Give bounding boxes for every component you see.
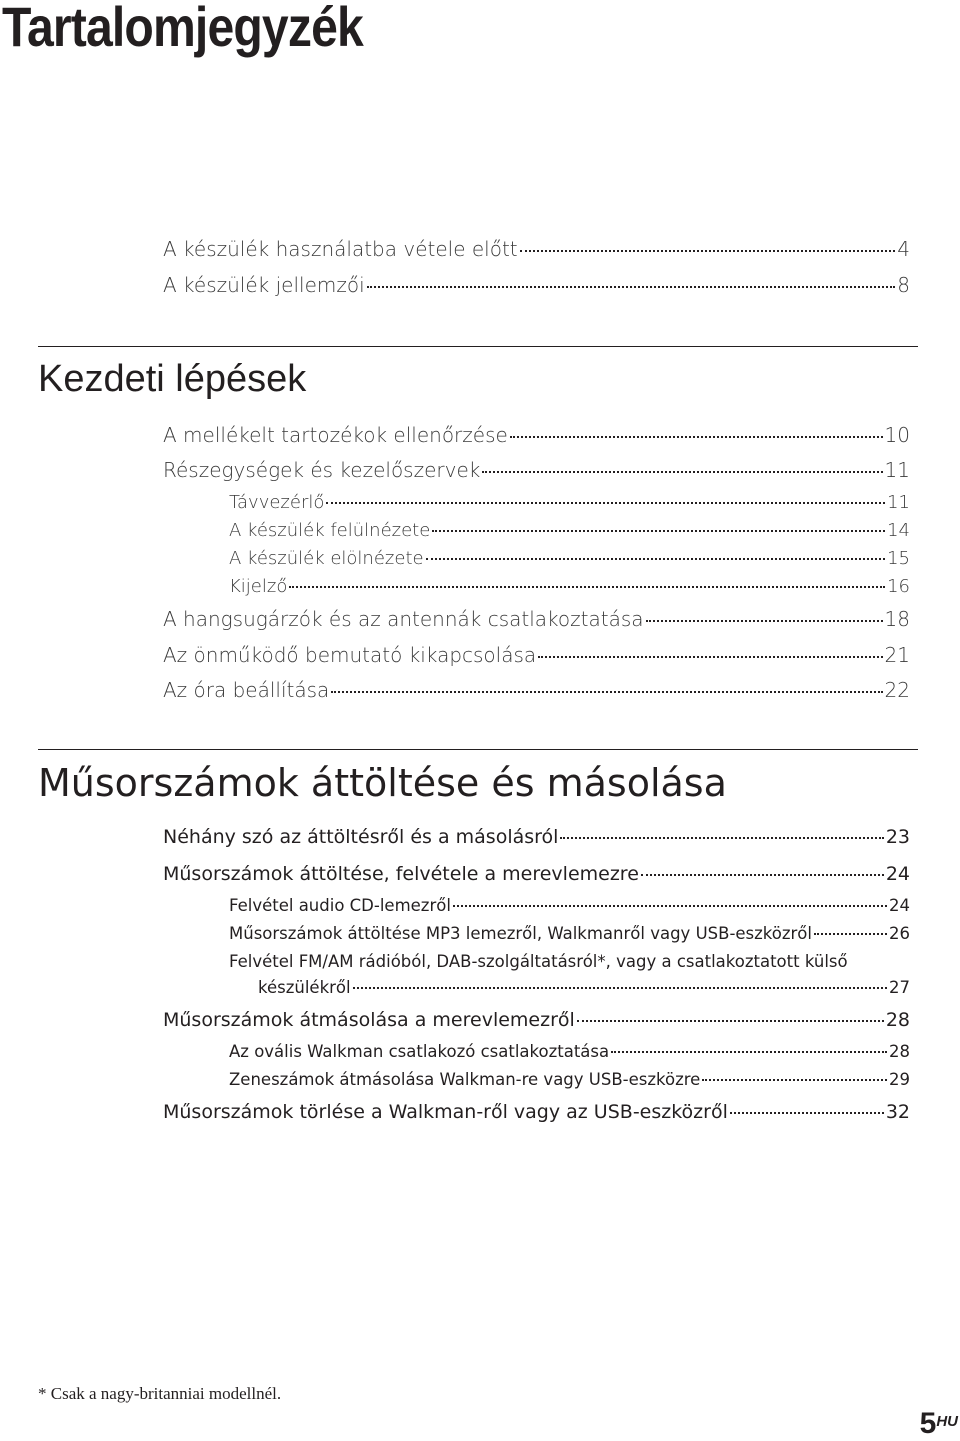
- dot-leader: [646, 620, 883, 622]
- toc-entry-label: készülékről: [258, 978, 351, 997]
- toc-entry-label: Műsorszámok áttöltése, felvétele a merevlemezre: [163, 863, 639, 885]
- toc-entry-page: 28: [885, 1009, 910, 1031]
- section-divider: [38, 346, 918, 347]
- page-language-code: HU: [936, 1413, 958, 1430]
- toc-entry-page: 4: [897, 237, 910, 261]
- dot-leader: [577, 1020, 884, 1022]
- page-title: Tartalomjegyzék: [2, 0, 363, 58]
- toc-subentry[interactable]: [229, 1042, 910, 1061]
- dot-leader: [426, 558, 886, 560]
- toc-entry-page: 29: [889, 1070, 910, 1089]
- toc-entry-page: 15: [887, 548, 910, 569]
- toc-entry-page: 24: [885, 863, 910, 885]
- toc-subentry-label-line1[interactable]: Felvétel FM/AM rádióból, DAB-szolgáltatásról*, vagy a csatlakoztatott külső: [229, 952, 848, 971]
- toc-entry[interactable]: [163, 643, 910, 667]
- toc-entry-label: Az ovális Walkman csatlakozó csatlakoztatása: [229, 1042, 610, 1061]
- dot-leader: [326, 502, 885, 504]
- toc-entry[interactable]: [163, 863, 910, 885]
- toc-entry-page: 10: [884, 423, 910, 447]
- toc-entry-label: A hangsugárzók és az antennák csatlakoztatása: [163, 607, 644, 631]
- dot-leader: [432, 530, 885, 532]
- dot-leader: [641, 874, 884, 876]
- toc-entry[interactable]: [163, 423, 910, 447]
- section-divider: [38, 749, 918, 750]
- dot-leader: [538, 656, 882, 658]
- toc-entry-label: A készülék elölnézete: [229, 548, 424, 569]
- toc-entry-page: 28: [889, 1042, 910, 1061]
- toc-subentry[interactable]: [229, 576, 910, 597]
- toc-entry-page: 27: [889, 978, 910, 997]
- section-heading: Műsorszámok áttöltése és másolása: [38, 761, 727, 805]
- dot-leader: [331, 691, 882, 693]
- dot-leader: [353, 987, 887, 989]
- dot-leader: [611, 1051, 887, 1053]
- toc-entry-page: 11: [887, 492, 910, 513]
- toc-entry-label: Zeneszámok átmásolása Walkman-re vagy USB-eszközre: [229, 1070, 701, 1089]
- toc-entry-label: Felvétel audio CD-lemezről: [229, 896, 451, 915]
- toc-subentry[interactable]: [229, 896, 910, 915]
- toc-entry-label: Részegységek és kezelőszervek: [163, 458, 481, 482]
- toc-entry-page: 26: [889, 924, 910, 943]
- toc-subentry[interactable]: [229, 1070, 910, 1089]
- dot-leader: [520, 250, 896, 252]
- toc-entry-page: 32: [885, 1101, 910, 1123]
- dot-leader: [730, 1112, 884, 1114]
- toc-entry-label: Az önműködő bemutató kikapcsolása: [163, 643, 537, 667]
- dot-leader: [289, 586, 885, 588]
- dot-leader: [814, 933, 887, 935]
- dot-leader: [510, 436, 883, 438]
- toc-subentry[interactable]: [258, 978, 910, 997]
- toc-entry-page: 14: [887, 520, 910, 541]
- toc-entry[interactable]: [163, 273, 910, 297]
- section-heading: Kezdeti lépések: [38, 358, 307, 400]
- page-number-value: 5: [919, 1407, 937, 1440]
- toc-entry[interactable]: [163, 1009, 910, 1031]
- dot-leader: [367, 286, 896, 288]
- toc-entry-page: 21: [884, 643, 910, 667]
- toc-entry-label: Műsorszámok áttöltése MP3 lemezről, Walkmanről vagy USB-eszközről: [229, 924, 812, 943]
- toc-entry-page: 11: [884, 458, 910, 482]
- toc-entry-page: 8: [897, 273, 910, 297]
- toc-entry-label: Néhány szó az áttöltésről és a másolásról: [163, 826, 559, 848]
- page-number: [920, 1407, 958, 1441]
- toc-entry-page: 22: [884, 678, 910, 702]
- footnote: * Csak a nagy-britanniai modellnél.: [38, 1384, 282, 1403]
- toc-entry[interactable]: [163, 237, 910, 261]
- toc-entry-label: Kijelző: [229, 576, 288, 597]
- toc-entry-label: Az óra beállítása: [163, 678, 330, 702]
- toc-subentry[interactable]: [229, 520, 910, 541]
- toc-subentry[interactable]: [229, 492, 910, 513]
- dot-leader: [453, 905, 887, 907]
- toc-entry-page: 18: [884, 607, 910, 631]
- toc-subentry[interactable]: [229, 924, 910, 943]
- toc-entry-label: A készülék felülnézete: [229, 520, 431, 541]
- toc-entry-label: A készülék jellemzői: [163, 273, 365, 297]
- toc-subentry[interactable]: [229, 548, 910, 569]
- dot-leader: [482, 471, 882, 473]
- toc-entry[interactable]: [163, 826, 910, 848]
- toc-entry-page: 24: [889, 896, 910, 915]
- toc-entry[interactable]: [163, 678, 910, 702]
- toc-entry-label: Távvezérlő: [229, 492, 325, 513]
- toc-entry-page: 23: [885, 826, 910, 848]
- dot-leader: [702, 1079, 887, 1081]
- toc-entry[interactable]: [163, 458, 910, 482]
- toc-entry-label: Műsorszámok átmásolása a merevlemezről: [163, 1009, 575, 1031]
- toc-entry-label: A mellékelt tartozékok ellenőrzése: [163, 423, 508, 447]
- toc-entry[interactable]: [163, 1101, 910, 1123]
- toc-entry-page: 16: [887, 576, 910, 597]
- toc-entry-label: Műsorszámok törlése a Walkman-ről vagy az USB-eszközről: [163, 1101, 728, 1123]
- toc-entry[interactable]: [163, 607, 910, 631]
- dot-leader: [560, 837, 883, 839]
- toc-entry-label: A készülék használatba vétele előtt: [163, 237, 518, 261]
